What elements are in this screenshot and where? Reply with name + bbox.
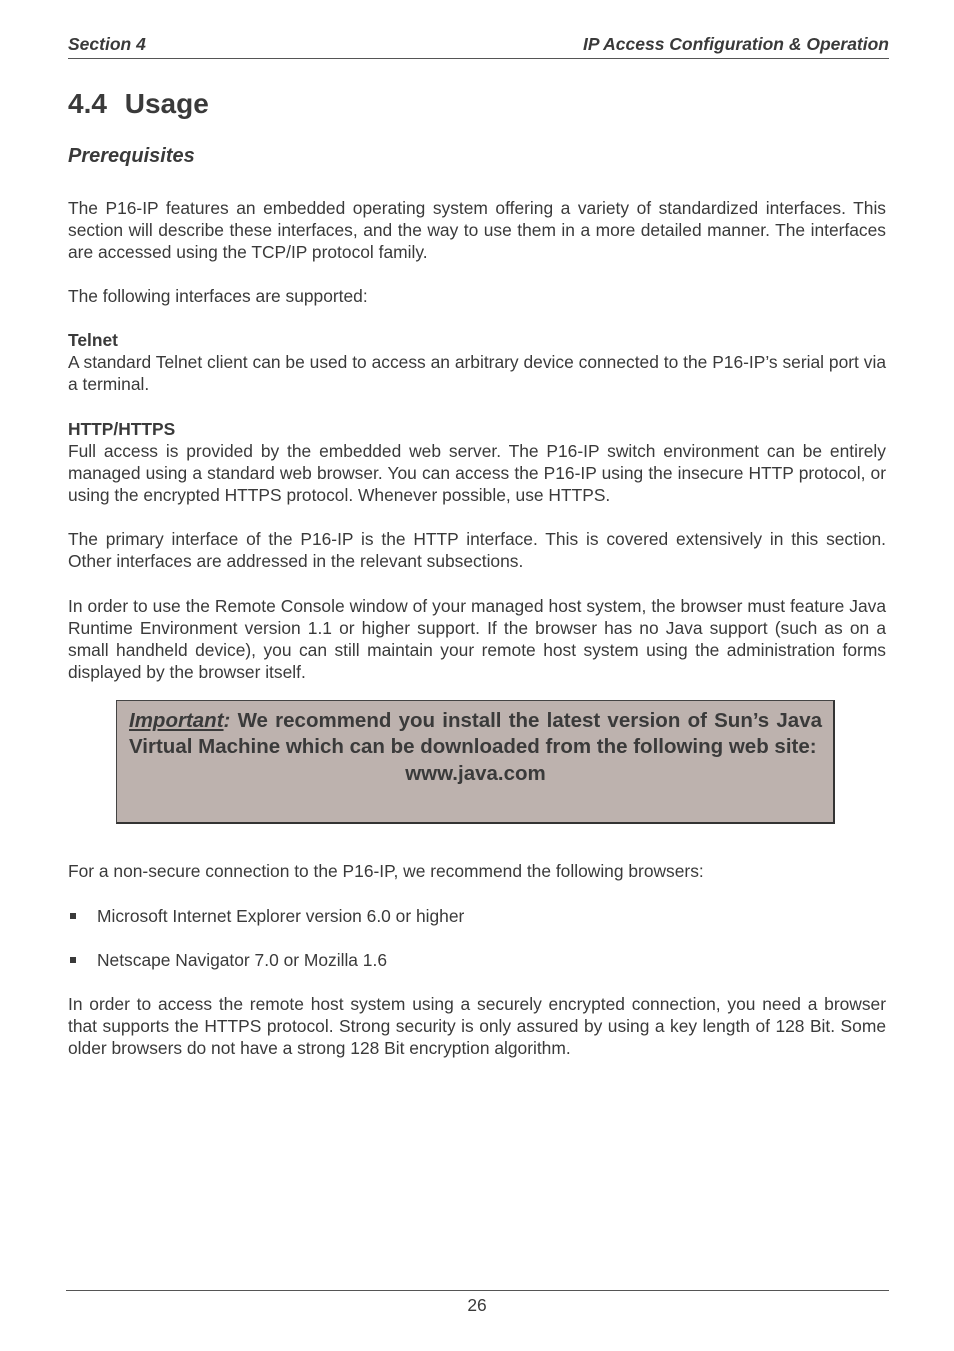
callout-text <box>129 708 822 759</box>
subsection-heading: Prerequisites <box>68 145 195 167</box>
http-label: HTTP/HTTPS <box>68 419 176 439</box>
telnet-paragraph: A standard Telnet client can be used to access an arbitrary device connected to the P16-IP’s serial port via a terminal. <box>68 352 886 394</box>
page-number: 26 <box>467 1295 487 1315</box>
page-header <box>68 34 889 59</box>
square-bullet-icon <box>70 913 76 919</box>
footer-divider <box>66 1290 889 1291</box>
header-chapter: IP Access Configuration & Operation <box>583 34 889 54</box>
telnet-label: Telnet <box>68 330 118 350</box>
important-callout <box>116 700 835 824</box>
important-colon: : <box>223 709 231 732</box>
primary-paragraph: The primary interface of the P16-IP is the HTTP interface. This is covered extensively in this section. Other interfaces are addressed in the relevant subsections. <box>68 529 886 571</box>
browser-name: Netscape Navigator 7.0 or Mozilla 1.6 <box>97 950 387 970</box>
non-secure-paragraph: For a non-secure connection to the P16-IP, we recommend the following browsers: <box>68 861 704 881</box>
section-heading <box>68 88 209 120</box>
supported-paragraph: The following interfaces are supported: <box>68 286 368 306</box>
intro-paragraph: The P16-IP features an embedded operating system offering a variety of standardized interfaces. This section will describe these interfaces, and the way to use them in a more detailed manner. The interfaces are accessed using the TCP/IP protocol family. <box>68 198 886 262</box>
important-label: Important <box>129 709 224 732</box>
callout-message: We recommend you install the latest version of Sun’s Java Virtual Machine which can be downloaded from the following web site: <box>129 709 822 758</box>
remote-console-paragraph: In order to use the Remote Console window of your managed host system, the browser must feature Java Runtime Environment version 1.1 or higher support. If the browser has no Java support (such as on a small handheld device), you can still maintain your remote host system using the administration forms displayed by the browser itself. <box>68 596 886 682</box>
section-title: Usage <box>124 88 209 119</box>
section-number: 4.4 <box>68 88 107 119</box>
square-bullet-icon <box>70 957 76 963</box>
java-url: www.java.com <box>405 762 546 785</box>
header-section: Section 4 <box>68 34 146 54</box>
http-paragraph: Full access is provided by the embedded web server. The P16-IP switch environment can be entirely managed using a standard web browser. You can access the P16-IP using the insecure HTTP protocol, or using the encrypted HTTPS protocol. Whenever possible, use HTTPS. <box>68 441 886 505</box>
browser-name: Microsoft Internet Explorer version 6.0 or higher <box>97 906 465 926</box>
secure-paragraph: In order to access the remote host system using a securely encrypted connection, you need a browser that supports the HTTPS protocol. Strong security is only assured by using a key length of 128 Bit. Some older browsers do not have a strong 128 Bit encryption algorithm. <box>68 994 886 1058</box>
